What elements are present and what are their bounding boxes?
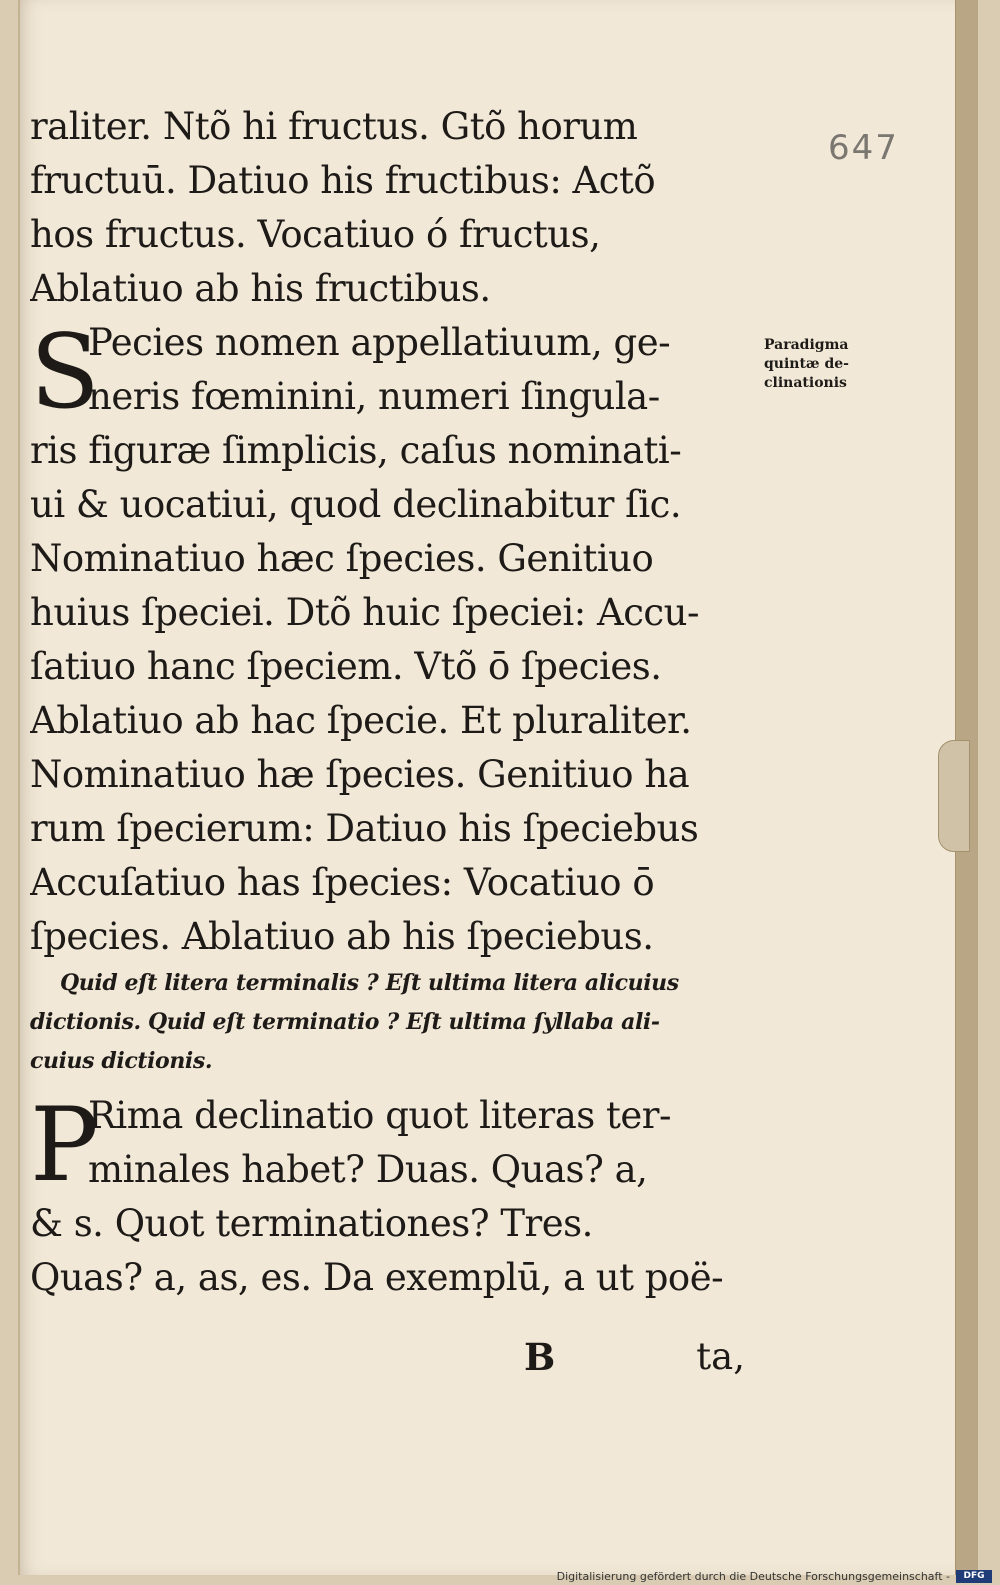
text-line: ris figuræ ſimplicis, caſus nominati- <box>30 429 682 472</box>
question-line: Quid eſt litera terminalis ? Eſt ultima litera alicuius <box>60 970 679 996</box>
text-line: ui & uocatiui, quod declinabitur ſic. <box>30 483 682 526</box>
text-line: & s. Quot terminationes? Tres. <box>30 1202 593 1245</box>
paragraph-2 <box>30 313 755 964</box>
main-text-block <box>30 100 755 1305</box>
text-line: huius ſpeciei. Dtõ huic ſpeciei: Accu- <box>30 591 699 634</box>
margin-note-line: clinationis <box>764 375 847 391</box>
folio-number: 647 <box>828 128 899 168</box>
text-line: raliter. Ntõ hi fructus. Gtõ horum <box>30 105 638 148</box>
text-line: Ablatiuo ab hac ſpecie. Et pluraliter. <box>30 699 692 742</box>
question-line: cuius dictionis. <box>30 1048 213 1074</box>
text-line: Ablatiuo ab his fructibus. <box>30 267 491 310</box>
margin-note <box>764 336 904 393</box>
text-line: Rima declinatio quot literas ter- <box>88 1094 671 1137</box>
text-line: Quas? a, as, es. Da exemplū, a ut poë- <box>30 1256 724 1299</box>
text-line: Pecies nomen appellatiuum, ge- <box>88 321 671 364</box>
text-line: rum ſpecierum: Datiuo his ſpeciebus <box>30 807 699 850</box>
text-line: hos fructus. Vocatiuo ó fructus, <box>30 213 601 256</box>
paragraph-3 <box>30 1086 755 1305</box>
dropcap-p: P <box>30 1086 99 1205</box>
question-line: dictionis. Quid eſt terminatio ? Eſt ultima ſyllaba ali- <box>30 1009 660 1035</box>
margin-note-line: Paradigma <box>764 337 849 353</box>
paragraph-1 <box>30 100 755 316</box>
catchword: ta, <box>696 1335 745 1378</box>
text-line: ſpecies. Ablatiuo ab his ſpeciebus. <box>30 915 654 958</box>
question-block <box>30 964 755 1081</box>
text-line: fructuū. Datiuo his fructibus: Actõ <box>30 159 656 202</box>
text-line: Nominatiuo hæ ſpecies. Genitiuo ha <box>30 753 690 796</box>
text-line: ſatiuo hanc ſpeciem. Vtõ ō ſpecies. <box>30 645 662 688</box>
text-line: minales habet? Duas. Quas? a, <box>88 1148 648 1191</box>
signature-mark: B <box>524 1335 556 1379</box>
text-line: neris fœminini, numeri ſingula- <box>88 375 660 418</box>
dropcap-s: S <box>30 313 100 432</box>
page-footer <box>30 1335 755 1389</box>
digitization-credit: Digitalisierung gefördert durch die Deutsche Forschungsgemeinschaft - <box>556 1570 950 1583</box>
margin-note-line: quintæ de- <box>764 356 849 372</box>
text-line: Nominatiuo hæc ſpecies. Genitiuo <box>30 537 654 580</box>
dfg-logo: DFG <box>956 1570 992 1583</box>
text-line: Accuſatiuo has ſpecies: Vocatiuo ō <box>30 861 655 904</box>
page-clasp <box>938 740 970 852</box>
